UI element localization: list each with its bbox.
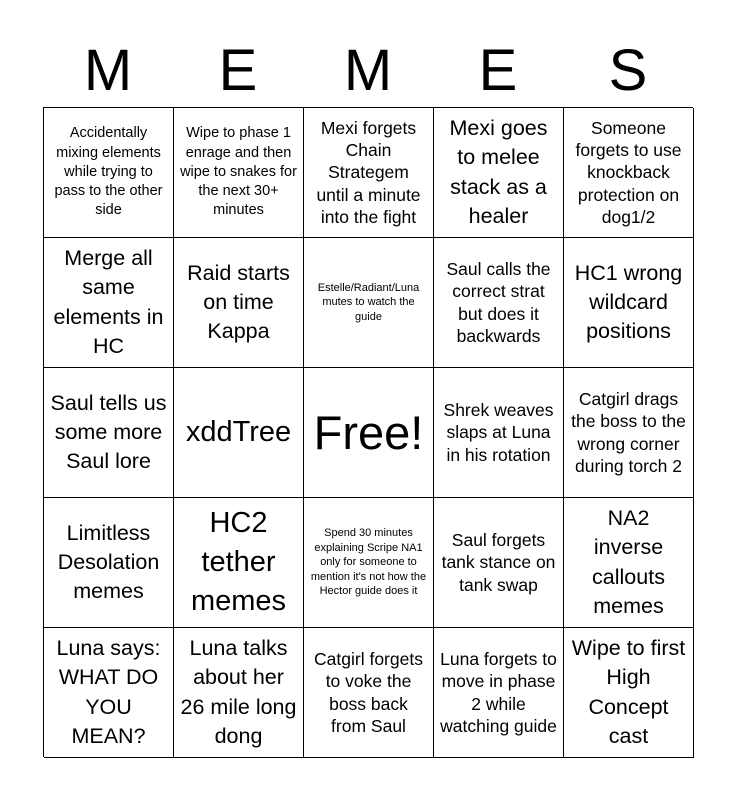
cell-text: Luna forgets to move in phase 2 while watching guide [440,649,557,736]
bingo-cell[interactable] [304,498,434,628]
cell-text: Wipe to first High Concept cast [571,636,686,748]
bingo-cell[interactable] [304,108,434,238]
bingo-cell[interactable] [44,238,174,368]
cell-text: Mexi goes to melee stack as a healer [449,116,548,228]
bingo-cell[interactable] [44,498,174,628]
bingo-cell[interactable] [434,368,564,498]
bingo-cell[interactable] [564,368,694,498]
bingo-board [43,107,693,757]
header-letter-m: M [343,38,393,103]
bingo-cell[interactable] [174,238,304,368]
cell-text: Raid starts on time Kappa [187,260,290,343]
cell-text: HC2 tether memes [190,506,287,618]
bingo-cell[interactable] [174,108,304,238]
cell-text: NA2 inverse callouts memes [592,506,665,618]
bingo-cell[interactable] [564,238,694,368]
cell-text: Saul tells us some more Saul lore [50,390,167,473]
bingo-cell[interactable] [174,368,304,498]
cell-text: Catgirl drags the boss to the wrong corner during torch 2 [571,389,686,476]
header-letter-e: E [478,38,518,103]
bingo-free-cell[interactable] [304,368,434,498]
cell-text: xddTree [185,415,292,448]
header-letter-s: S [608,38,648,103]
cell-text: Saul calls the correct strat but does it backwards [446,259,551,346]
bingo-cell[interactable] [44,628,174,758]
bingo-cell[interactable] [434,108,564,238]
bingo-cell[interactable] [564,628,694,758]
bingo-cell[interactable] [44,368,174,498]
cell-text: Limitless Desolation memes [57,520,160,603]
bingo-cell[interactable] [44,108,174,238]
cell-text: Mexi forgets Chain Strategem until a minute into the fight [316,117,421,227]
cell-text: Catgirl forgets to voke the boss back from Saul [314,649,423,736]
header-letter-m: M [83,38,133,103]
bingo-cell[interactable] [174,628,304,758]
bingo-cell[interactable] [564,108,694,238]
bingo-cell[interactable] [304,628,434,758]
cell-text: Estelle/Radiant/Luna mutes to watch the guide [317,281,420,323]
bingo-cell[interactable] [434,238,564,368]
bingo-header [43,38,693,104]
cell-text: Merge all same elements in HC [53,246,164,358]
cell-text: Wipe to phase 1 enrage and then wipe to snakes for the next 30+ minutes [180,125,297,219]
cell-text: Shrek weaves slaps at Luna in his rotation [443,400,554,465]
cell-text: Luna talks about her 26 mile long dong [180,636,297,748]
cell-text: HC1 wrong wildcard positions [574,260,683,343]
bingo-cell[interactable] [304,238,434,368]
bingo-cell[interactable] [434,628,564,758]
bingo-cell[interactable] [174,498,304,628]
cell-text: Spend 30 minutes explaining Scripe NA1 only for someone to mention it's not how the Hector guide does it [310,526,427,598]
bingo-cell[interactable] [434,498,564,628]
cell-text: Someone forgets to use knockback protection on dog1/2 [575,117,682,227]
cell-text: Luna says: WHAT DO YOU MEAN? [56,636,161,748]
cell-text: Accidentally mixing elements while trying to pass to the other side [54,125,163,219]
header-letter-e: E [218,38,258,103]
bingo-cell[interactable] [564,498,694,628]
free-space-text: Free! [313,405,424,459]
cell-text: Saul forgets tank stance on tank swap [441,530,556,595]
